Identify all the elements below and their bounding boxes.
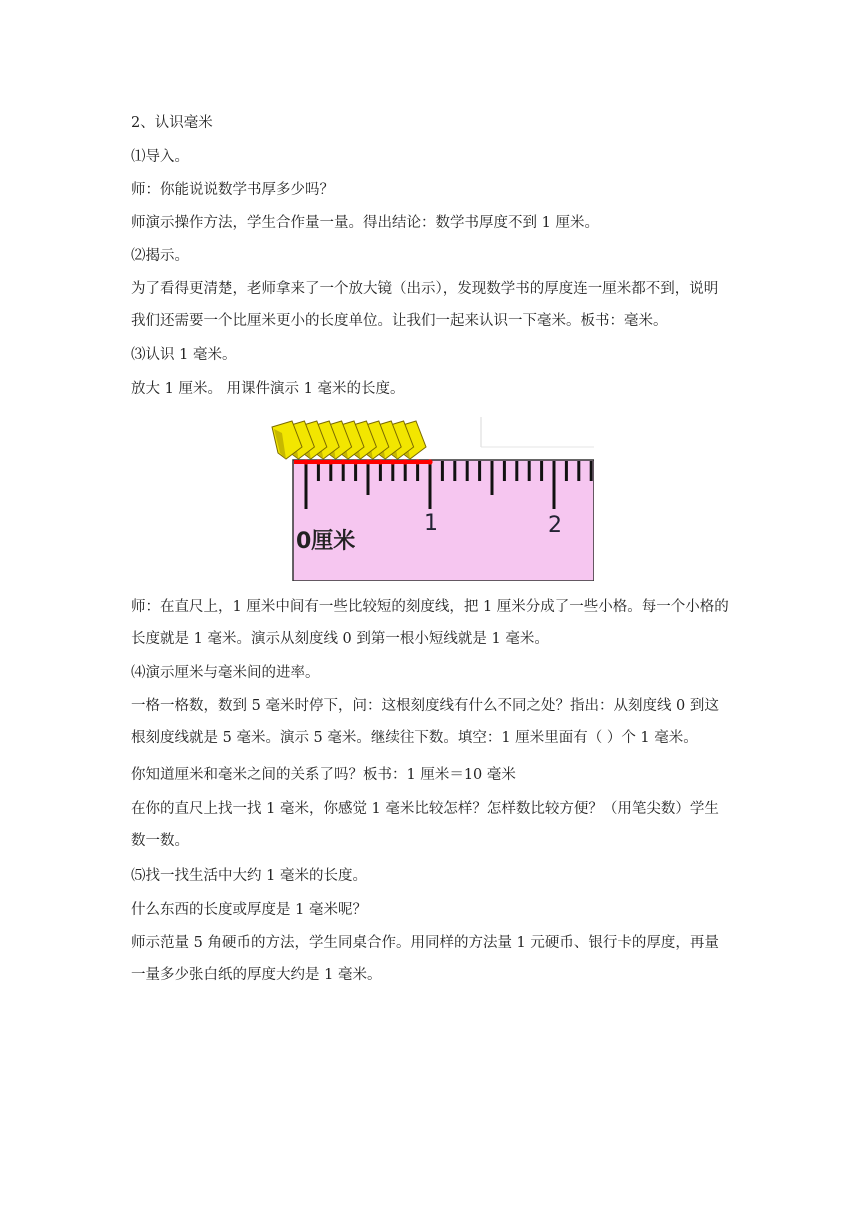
pencil-stack-icon [272, 421, 426, 459]
ruler-zero-label: 0厘米 [296, 529, 356, 554]
paragraph: 你知道厘米和毫米之间的关系了吗？板书：1 厘米＝10 毫米 [131, 767, 516, 783]
paragraph: 师演示操作方法，学生合作量一量。得出结论：数学书厚度不到 1 厘米。 [131, 215, 599, 231]
mm-highlight-dot [415, 459, 420, 464]
mm-highlight-dot [303, 459, 308, 464]
ruler-figure [268, 417, 594, 581]
mm-highlight-dot [378, 459, 383, 464]
mm-highlight-dot [403, 459, 408, 464]
mm-highlight-dot [390, 459, 395, 464]
mm-highlight-dot [328, 459, 333, 464]
paragraph: 师示范量 5 角硬币的方法，学生同桌合作。用同样的方法量 1 元硬币、银行卡的厚度，再量一量多少张白纸的厚度大约是 1 毫米。 [131, 935, 719, 983]
paragraph: 为了看得更清楚，老师拿来了一个放大镜（出示），发现数学书的厚度连一厘米都不到，说明我们还需要一个比厘米更小的长度单位。让我们一起来认识一下毫米。板书：毫米。 [131, 281, 719, 329]
ruler-illustration [268, 417, 594, 581]
mm-highlight-dot [353, 459, 358, 464]
mm-highlight-dot [316, 459, 321, 464]
section-heading: 2、认识毫米 [131, 115, 213, 131]
paragraph: ⑸找一找生活中大约 1 毫米的长度。 [131, 868, 367, 884]
mm-highlight-dot [341, 459, 346, 464]
mm-highlight [294, 459, 433, 464]
paragraph: ⑴导入。 [131, 149, 189, 165]
paragraph: 在你的直尺上找一找 1 毫米，你感觉 1 毫米比较怎样？怎样数比较方便？（用笔尖数）学生数一数。 [131, 801, 719, 849]
paragraph: 师：在直尺上，1 厘米中间有一些比较短的刻度线，把 1 厘米分成了一些小格。每一个小格的长度就是 1 毫米。演示从刻度线 0 到第一根小短线就是 1 毫米。 [131, 599, 729, 647]
paragraph: 什么东西的长度或厚度是 1 毫米呢？ [131, 902, 367, 918]
mm-highlight-dot [427, 459, 432, 464]
paragraph: 师：你能说说数学书厚多少吗？ [131, 182, 334, 198]
paragraph: ⑷演示厘米与毫米间的进率。 [131, 665, 320, 681]
ruler-tick-label-2: 2 [548, 513, 562, 538]
mm-highlight-dot [365, 459, 370, 464]
paragraph: 一格一格数，数到 5 毫米时停下，问：这根刻度线有什么不同之处？指出：从刻度线 0 到这根刻度线就是 5 毫米。演示 5 毫米。继续往下数。填空：1 厘米里面有（ ）个 1 毫米。 [131, 698, 719, 746]
paragraph: ⑶认识 1 毫米。 [131, 347, 237, 363]
paragraph: 放大 1 厘米。 用课件演示 1 毫米的长度。 [131, 381, 405, 397]
paragraph: ⑵揭示。 [131, 248, 189, 264]
ruler-tick-label-1: 1 [424, 511, 438, 536]
